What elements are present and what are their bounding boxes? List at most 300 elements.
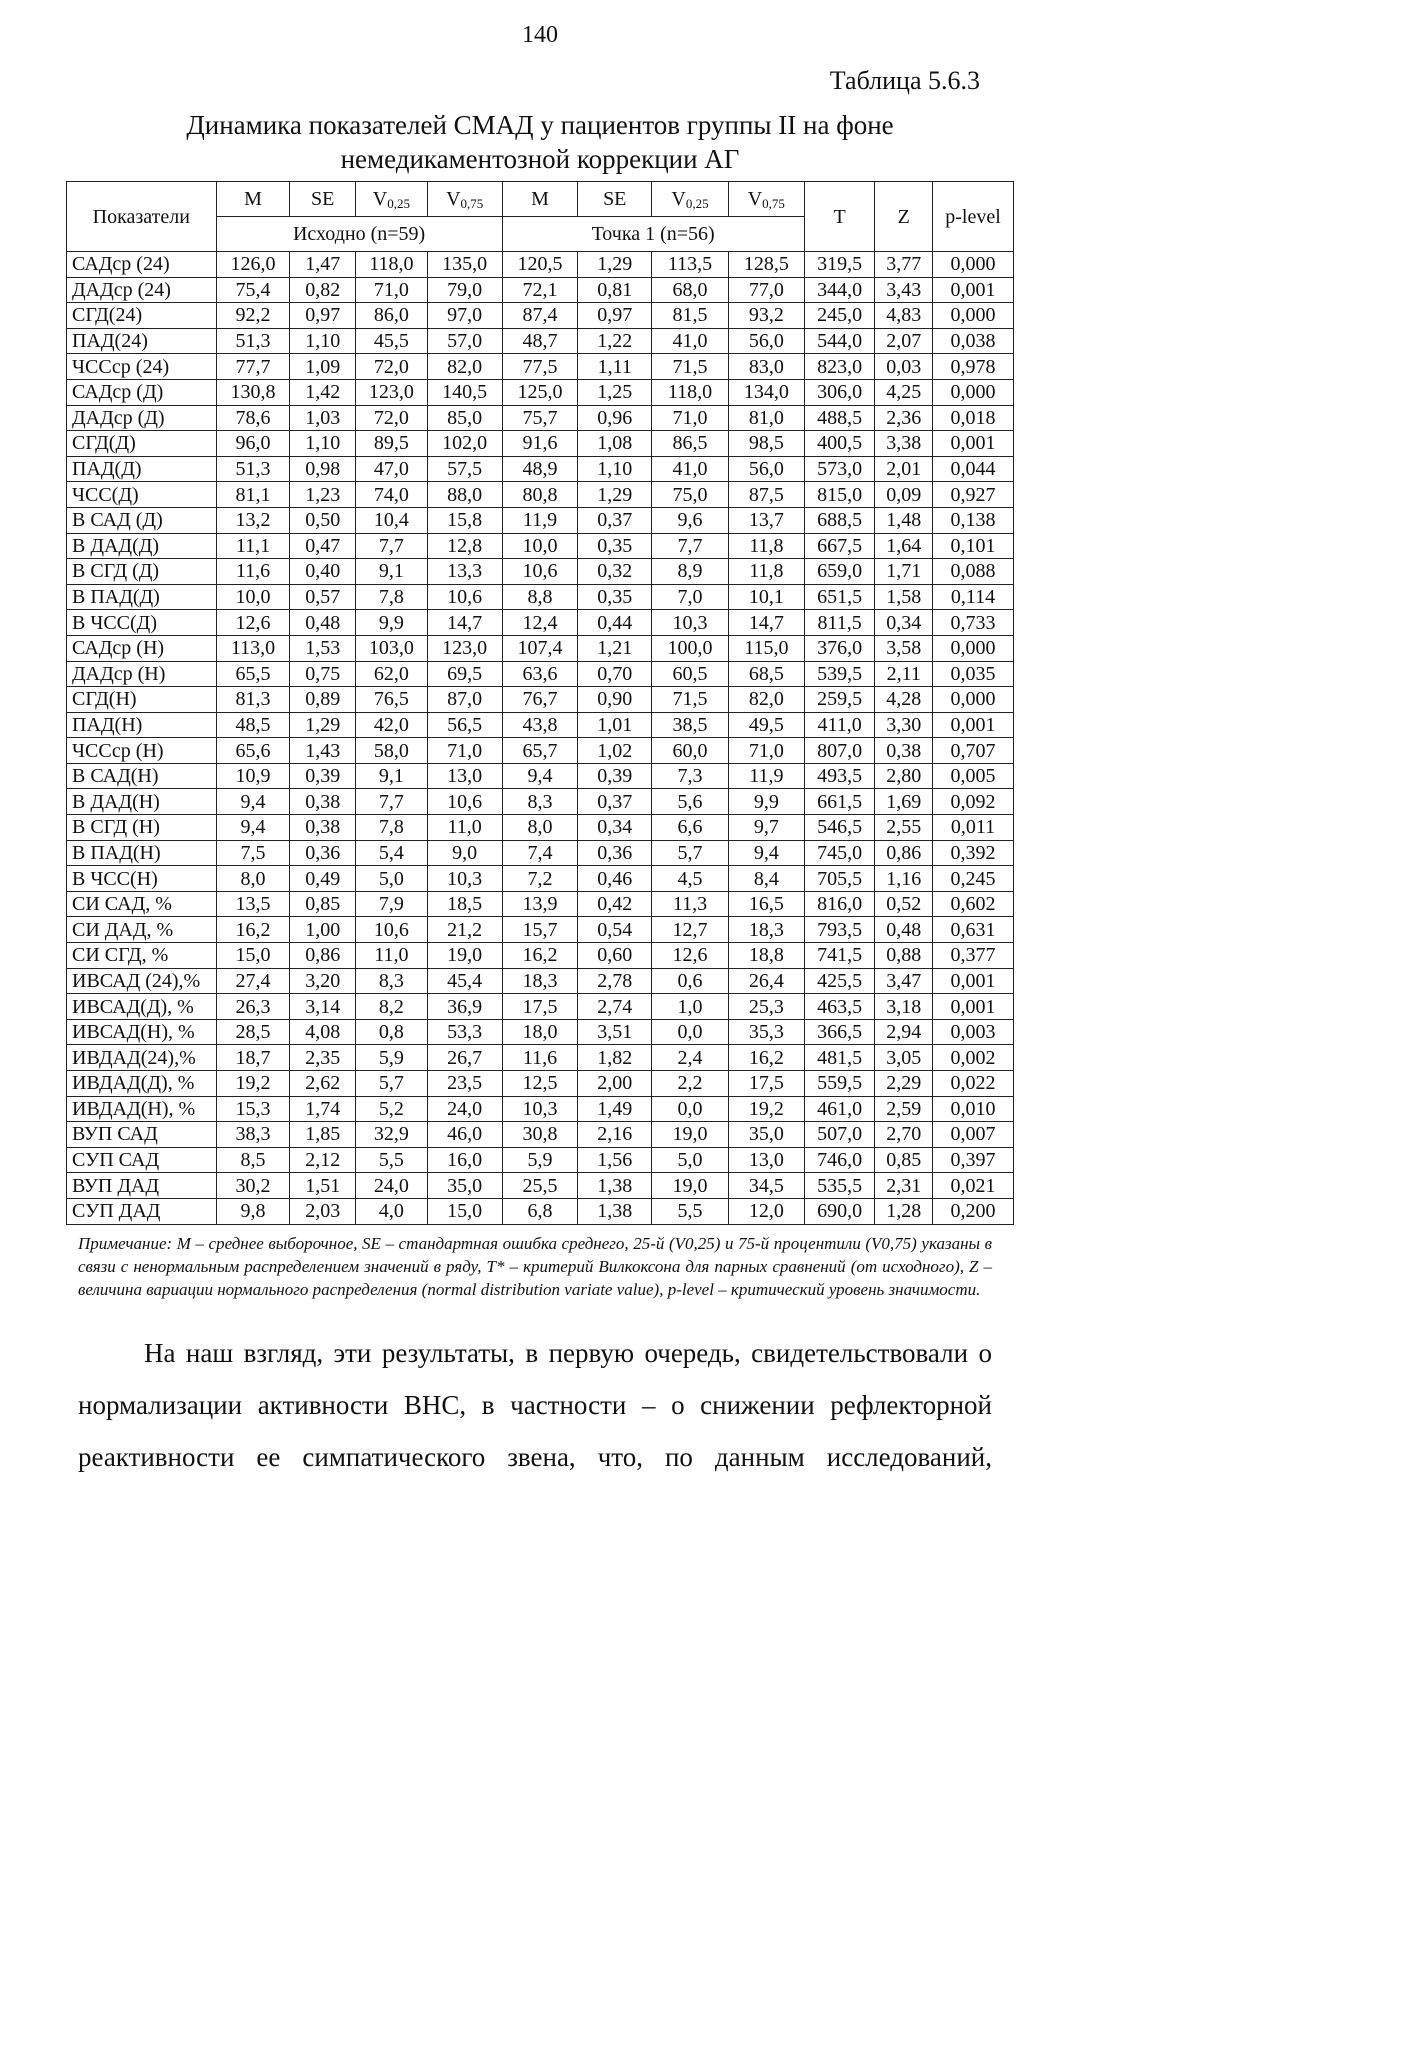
table-row bbox=[67, 891, 1014, 917]
table-cell: 27,4 bbox=[216, 968, 290, 994]
table-cell: 1,69 bbox=[875, 789, 933, 815]
table-cell: 26,7 bbox=[427, 1045, 502, 1071]
row-indicator-name: ПАД(Д) bbox=[67, 456, 217, 482]
table-cell: 92,2 bbox=[216, 303, 290, 329]
table-cell: 7,8 bbox=[356, 584, 428, 610]
table-cell: 1,23 bbox=[290, 482, 356, 508]
table-row bbox=[67, 1173, 1014, 1199]
table-cell: 10,0 bbox=[216, 584, 290, 610]
table-cell: 9,9 bbox=[728, 789, 804, 815]
table-cell: 97,0 bbox=[427, 303, 502, 329]
table-cell: 0,978 bbox=[933, 354, 1014, 380]
table-cell: 2,11 bbox=[875, 661, 933, 687]
table-cell: 8,5 bbox=[216, 1147, 290, 1173]
table-cell: 51,3 bbox=[216, 456, 290, 482]
row-indicator-name: В ДАД(Н) bbox=[67, 789, 217, 815]
header-v025-point1: $V_{0,25}$ bbox=[652, 182, 729, 217]
table-cell: 134,0 bbox=[728, 379, 804, 405]
table-cell: 400,5 bbox=[804, 431, 875, 457]
row-indicator-name: В ПАД(Д) bbox=[67, 584, 217, 610]
table-cell: 0,138 bbox=[933, 507, 1014, 533]
table-cell: 2,03 bbox=[290, 1198, 356, 1224]
table-cell: 74,0 bbox=[356, 482, 428, 508]
table-cell: 51,3 bbox=[216, 328, 290, 354]
table-cell: 32,9 bbox=[356, 1122, 428, 1148]
table-row bbox=[67, 1198, 1014, 1224]
table-cell: 3,43 bbox=[875, 277, 933, 303]
table-cell: 18,8 bbox=[728, 943, 804, 969]
table-cell: 85,0 bbox=[427, 405, 502, 431]
table-cell: 102,0 bbox=[427, 431, 502, 457]
table-row bbox=[67, 815, 1014, 841]
table-row bbox=[67, 840, 1014, 866]
table-row bbox=[67, 1071, 1014, 1097]
table-cell: 19,2 bbox=[728, 1096, 804, 1122]
table-cell: 2,59 bbox=[875, 1096, 933, 1122]
table-title-line1: Динамика показателей СМАД у пациентов группы II на фоне bbox=[186, 110, 894, 140]
row-indicator-name: СГД(24) bbox=[67, 303, 217, 329]
table-row bbox=[67, 405, 1014, 431]
table-cell: 9,4 bbox=[216, 815, 290, 841]
table-cell: 6,6 bbox=[652, 815, 729, 841]
table-cell: 24,0 bbox=[427, 1096, 502, 1122]
table-cell: 651,5 bbox=[804, 584, 875, 610]
table-cell: 11,6 bbox=[216, 559, 290, 585]
row-indicator-name: В САД (Д) bbox=[67, 507, 217, 533]
table-cell: 0,38 bbox=[290, 789, 356, 815]
table-cell: 0,8 bbox=[356, 1019, 428, 1045]
table-cell: 0,34 bbox=[578, 815, 652, 841]
table-row bbox=[67, 1122, 1014, 1148]
table-cell: 0,39 bbox=[578, 763, 652, 789]
table-cell: 41,0 bbox=[652, 328, 729, 354]
table-cell: 3,51 bbox=[578, 1019, 652, 1045]
table-cell: 5,2 bbox=[356, 1096, 428, 1122]
table-cell: 0,46 bbox=[578, 866, 652, 892]
table-cell: 62,0 bbox=[356, 661, 428, 687]
table-cell: 5,9 bbox=[502, 1147, 578, 1173]
table-cell: 24,0 bbox=[356, 1173, 428, 1199]
table-cell: 0,90 bbox=[578, 687, 652, 713]
table-cell: 0,007 bbox=[933, 1122, 1014, 1148]
table-row bbox=[67, 610, 1014, 636]
table-cell: 2,01 bbox=[875, 456, 933, 482]
table-cell: 75,7 bbox=[502, 405, 578, 431]
table-cell: 2,35 bbox=[290, 1045, 356, 1071]
table-cell: 811,5 bbox=[804, 610, 875, 636]
table-cell: 0,602 bbox=[933, 891, 1014, 917]
table-cell: 7,9 bbox=[356, 891, 428, 917]
table-cell: 78,6 bbox=[216, 405, 290, 431]
table-cell: 9,4 bbox=[728, 840, 804, 866]
table-cell: 11,8 bbox=[728, 533, 804, 559]
table-cell: 8,3 bbox=[502, 789, 578, 815]
table-cell: 96,0 bbox=[216, 431, 290, 457]
table-cell: 36,9 bbox=[427, 994, 502, 1020]
table-row bbox=[67, 354, 1014, 380]
table-cell: 13,7 bbox=[728, 507, 804, 533]
table-cell: 126,0 bbox=[216, 252, 290, 278]
header-point1-group: Точка 1 (n=56) bbox=[502, 217, 804, 252]
table-cell: 12,6 bbox=[216, 610, 290, 636]
table-cell: 60,0 bbox=[652, 738, 729, 764]
table-cell: 82,0 bbox=[427, 354, 502, 380]
table-cell: 0,927 bbox=[933, 482, 1014, 508]
table-cell: 100,0 bbox=[652, 635, 729, 661]
header-row-1 bbox=[67, 182, 1014, 217]
table-cell: 10,1 bbox=[728, 584, 804, 610]
table-cell: 115,0 bbox=[728, 635, 804, 661]
row-indicator-name: САДср (Н) bbox=[67, 635, 217, 661]
row-indicator-name: ЧССср (24) bbox=[67, 354, 217, 380]
table-cell: 0,50 bbox=[290, 507, 356, 533]
table-row bbox=[67, 738, 1014, 764]
table-cell: 5,7 bbox=[652, 840, 729, 866]
table-cell: 47,0 bbox=[356, 456, 428, 482]
table-cell: 11,0 bbox=[356, 943, 428, 969]
table-cell: 49,5 bbox=[728, 712, 804, 738]
table-cell: 3,30 bbox=[875, 712, 933, 738]
table-cell: 65,6 bbox=[216, 738, 290, 764]
table-cell: 43,8 bbox=[502, 712, 578, 738]
table-cell: 5,4 bbox=[356, 840, 428, 866]
table-cell: 60,5 bbox=[652, 661, 729, 687]
table-cell: 0,88 bbox=[875, 943, 933, 969]
table-cell: 0,003 bbox=[933, 1019, 1014, 1045]
table-cell: 11,8 bbox=[728, 559, 804, 585]
table-cell: 0,36 bbox=[578, 840, 652, 866]
table-cell: 1,01 bbox=[578, 712, 652, 738]
table-cell: 12,4 bbox=[502, 610, 578, 636]
table-row bbox=[67, 866, 1014, 892]
table-cell: 11,6 bbox=[502, 1045, 578, 1071]
table-cell: 0,60 bbox=[578, 943, 652, 969]
row-indicator-name: СУП ДАД bbox=[67, 1198, 217, 1224]
table-cell: 690,0 bbox=[804, 1198, 875, 1224]
table-cell: 5,0 bbox=[652, 1147, 729, 1173]
table-cell: 661,5 bbox=[804, 789, 875, 815]
row-indicator-name: ЧСС(Д) bbox=[67, 482, 217, 508]
table-cell: 113,5 bbox=[652, 252, 729, 278]
table-cell: 125,0 bbox=[502, 379, 578, 405]
table-cell: 130,8 bbox=[216, 379, 290, 405]
table-cell: 815,0 bbox=[804, 482, 875, 508]
table-cell: 8,0 bbox=[502, 815, 578, 841]
table-cell: 56,0 bbox=[728, 456, 804, 482]
table-cell: 0,03 bbox=[875, 354, 933, 380]
table-cell: 0,001 bbox=[933, 968, 1014, 994]
table-cell: 0,001 bbox=[933, 431, 1014, 457]
row-indicator-name: В СГД (Н) bbox=[67, 815, 217, 841]
table-cell: 1,38 bbox=[578, 1173, 652, 1199]
table-cell: 0,81 bbox=[578, 277, 652, 303]
table-cell: 21,2 bbox=[427, 917, 502, 943]
table-cell: 72,1 bbox=[502, 277, 578, 303]
row-indicator-name: СУП САД bbox=[67, 1147, 217, 1173]
table-cell: 35,3 bbox=[728, 1019, 804, 1045]
table-row bbox=[67, 661, 1014, 687]
table-cell: 1,64 bbox=[875, 533, 933, 559]
table-cell: 259,5 bbox=[804, 687, 875, 713]
table-cell: 705,5 bbox=[804, 866, 875, 892]
table-row bbox=[67, 763, 1014, 789]
table-cell: 2,16 bbox=[578, 1122, 652, 1148]
table-cell: 4,0 bbox=[356, 1198, 428, 1224]
table-cell: 0,397 bbox=[933, 1147, 1014, 1173]
table-cell: 0,733 bbox=[933, 610, 1014, 636]
table-cell: 11,0 bbox=[427, 815, 502, 841]
table-cell: 7,5 bbox=[216, 840, 290, 866]
table-row bbox=[67, 303, 1014, 329]
table-cell: 816,0 bbox=[804, 891, 875, 917]
table-cell: 17,5 bbox=[728, 1071, 804, 1097]
table-cell: 2,07 bbox=[875, 328, 933, 354]
table-row bbox=[67, 379, 1014, 405]
table-cell: 3,38 bbox=[875, 431, 933, 457]
table-cell: 0,245 bbox=[933, 866, 1014, 892]
table-cell: 0,75 bbox=[290, 661, 356, 687]
header-se-point1: SE bbox=[578, 182, 652, 217]
table-cell: 2,70 bbox=[875, 1122, 933, 1148]
table-cell: 81,3 bbox=[216, 687, 290, 713]
table-cell: 13,2 bbox=[216, 507, 290, 533]
table-cell: 0,98 bbox=[290, 456, 356, 482]
table-cell: 2,80 bbox=[875, 763, 933, 789]
table-cell: 0,36 bbox=[290, 840, 356, 866]
row-indicator-name: СИ СГД, % bbox=[67, 943, 217, 969]
table-cell: 0,000 bbox=[933, 687, 1014, 713]
table-cell: 8,0 bbox=[216, 866, 290, 892]
table-cell: 1,03 bbox=[290, 405, 356, 431]
table-cell: 0,70 bbox=[578, 661, 652, 687]
table-row bbox=[67, 507, 1014, 533]
table-cell: 807,0 bbox=[804, 738, 875, 764]
table-cell: 79,0 bbox=[427, 277, 502, 303]
table-cell: 71,5 bbox=[652, 687, 729, 713]
table-cell: 86,0 bbox=[356, 303, 428, 329]
table-cell: 1,28 bbox=[875, 1198, 933, 1224]
table-cell: 13,9 bbox=[502, 891, 578, 917]
table-cell: 2,78 bbox=[578, 968, 652, 994]
table-cell: 0,86 bbox=[290, 943, 356, 969]
table-cell: 688,5 bbox=[804, 507, 875, 533]
header-m-point1: M bbox=[502, 182, 578, 217]
table-cell: 15,8 bbox=[427, 507, 502, 533]
row-indicator-name: В САД(Н) bbox=[67, 763, 217, 789]
table-cell: 12,0 bbox=[728, 1198, 804, 1224]
table-cell: 19,0 bbox=[652, 1173, 729, 1199]
table-cell: 16,5 bbox=[728, 891, 804, 917]
table-row bbox=[67, 252, 1014, 278]
table-cell: 83,0 bbox=[728, 354, 804, 380]
table-cell: 0,35 bbox=[578, 584, 652, 610]
table-cell: 1,82 bbox=[578, 1045, 652, 1071]
table-cell: 2,55 bbox=[875, 815, 933, 841]
table-cell: 0,000 bbox=[933, 635, 1014, 661]
table-cell: 72,0 bbox=[356, 354, 428, 380]
table-cell: 14,7 bbox=[728, 610, 804, 636]
table-cell: 17,5 bbox=[502, 994, 578, 1020]
table-cell: 46,0 bbox=[427, 1122, 502, 1148]
row-indicator-name: В ЧСС(Н) bbox=[67, 866, 217, 892]
table-cell: 7,7 bbox=[652, 533, 729, 559]
table-cell: 18,7 bbox=[216, 1045, 290, 1071]
table-cell: 56,5 bbox=[427, 712, 502, 738]
table-cell: 306,0 bbox=[804, 379, 875, 405]
table-cell: 13,0 bbox=[427, 763, 502, 789]
table-cell: 0,48 bbox=[875, 917, 933, 943]
table-cell: 0,000 bbox=[933, 379, 1014, 405]
table-cell: 75,4 bbox=[216, 277, 290, 303]
table-cell: 2,62 bbox=[290, 1071, 356, 1097]
table-cell: 10,6 bbox=[427, 584, 502, 610]
table-label: Таблица 5.6.3 bbox=[829, 66, 980, 95]
table-cell: 667,5 bbox=[804, 533, 875, 559]
table-cell: 53,3 bbox=[427, 1019, 502, 1045]
table-cell: 11,9 bbox=[728, 763, 804, 789]
table-cell: 0,377 bbox=[933, 943, 1014, 969]
table-cell: 573,0 bbox=[804, 456, 875, 482]
table-cell: 77,5 bbox=[502, 354, 578, 380]
table-row bbox=[67, 917, 1014, 943]
table-cell: 10,9 bbox=[216, 763, 290, 789]
table-row bbox=[67, 277, 1014, 303]
table-cell: 0,035 bbox=[933, 661, 1014, 687]
table-cell: 16,2 bbox=[216, 917, 290, 943]
table-cell: 3,58 bbox=[875, 635, 933, 661]
table-cell: 19,0 bbox=[427, 943, 502, 969]
table-cell: 3,14 bbox=[290, 994, 356, 1020]
table-cell: 746,0 bbox=[804, 1147, 875, 1173]
table-cell: 493,5 bbox=[804, 763, 875, 789]
row-indicator-name: ДАДср (Н) bbox=[67, 661, 217, 687]
table-cell: 12,8 bbox=[427, 533, 502, 559]
table-cell: 9,9 bbox=[356, 610, 428, 636]
table-cell: 118,0 bbox=[356, 252, 428, 278]
table-cell: 0,6 bbox=[652, 968, 729, 994]
table-cell: 2,31 bbox=[875, 1173, 933, 1199]
table-cell: 461,0 bbox=[804, 1096, 875, 1122]
table-cell: 0,54 bbox=[578, 917, 652, 943]
table-cell: 0,000 bbox=[933, 303, 1014, 329]
table-cell: 10,6 bbox=[427, 789, 502, 815]
table-cell: 63,6 bbox=[502, 661, 578, 687]
table-cell: 0,86 bbox=[875, 840, 933, 866]
table-cell: 823,0 bbox=[804, 354, 875, 380]
table-cell: 0,001 bbox=[933, 994, 1014, 1020]
table-cell: 75,0 bbox=[652, 482, 729, 508]
table-cell: 107,4 bbox=[502, 635, 578, 661]
table-cell: 1,85 bbox=[290, 1122, 356, 1148]
table-cell: 1,43 bbox=[290, 738, 356, 764]
table-cell: 4,83 bbox=[875, 303, 933, 329]
row-indicator-name: В ПАД(Н) bbox=[67, 840, 217, 866]
table-row bbox=[67, 789, 1014, 815]
table-cell: 4,25 bbox=[875, 379, 933, 405]
table-cell: 1,29 bbox=[578, 482, 652, 508]
table-cell: 9,6 bbox=[652, 507, 729, 533]
table-row bbox=[67, 635, 1014, 661]
table-cell: 2,2 bbox=[652, 1071, 729, 1097]
table-row bbox=[67, 431, 1014, 457]
table-cell: 11,9 bbox=[502, 507, 578, 533]
table-cell: 9,7 bbox=[728, 815, 804, 841]
table-cell: 0,001 bbox=[933, 712, 1014, 738]
table-cell: 5,6 bbox=[652, 789, 729, 815]
header-p-level: p-level bbox=[933, 182, 1014, 252]
table-cell: 2,36 bbox=[875, 405, 933, 431]
table-cell: 1,0 bbox=[652, 994, 729, 1020]
table-cell: 4,28 bbox=[875, 687, 933, 713]
table-cell: 16,2 bbox=[502, 943, 578, 969]
table-cell: 5,5 bbox=[652, 1198, 729, 1224]
table-cell: 26,4 bbox=[728, 968, 804, 994]
table-cell: 7,4 bbox=[502, 840, 578, 866]
table-row bbox=[67, 968, 1014, 994]
table-cell: 2,4 bbox=[652, 1045, 729, 1071]
table-cell: 93,2 bbox=[728, 303, 804, 329]
table-cell: 344,0 bbox=[804, 277, 875, 303]
table-cell: 1,16 bbox=[875, 866, 933, 892]
table-cell: 0,038 bbox=[933, 328, 1014, 354]
table-cell: 45,4 bbox=[427, 968, 502, 994]
table-cell: 82,0 bbox=[728, 687, 804, 713]
table-cell: 8,4 bbox=[728, 866, 804, 892]
row-indicator-name: ЧССср (Н) bbox=[67, 738, 217, 764]
table-cell: 42,0 bbox=[356, 712, 428, 738]
table-cell: 4,5 bbox=[652, 866, 729, 892]
table-cell: 1,11 bbox=[578, 354, 652, 380]
table-cell: 72,0 bbox=[356, 405, 428, 431]
table-row bbox=[67, 533, 1014, 559]
table-cell: 48,9 bbox=[502, 456, 578, 482]
header-z: Z bbox=[875, 182, 933, 252]
table-cell: 7,7 bbox=[356, 533, 428, 559]
table-cell: 1,74 bbox=[290, 1096, 356, 1122]
table-cell: 0,631 bbox=[933, 917, 1014, 943]
table-cell: 8,9 bbox=[652, 559, 729, 585]
table-cell: 1,47 bbox=[290, 252, 356, 278]
row-indicator-name: В ЧСС(Д) bbox=[67, 610, 217, 636]
table-cell: 2,29 bbox=[875, 1071, 933, 1097]
table-cell: 0,021 bbox=[933, 1173, 1014, 1199]
table-row bbox=[67, 994, 1014, 1020]
table-cell: 1,29 bbox=[290, 712, 356, 738]
table-cell: 2,94 bbox=[875, 1019, 933, 1045]
table-cell: 544,0 bbox=[804, 328, 875, 354]
table-cell: 65,5 bbox=[216, 661, 290, 687]
table-cell: 366,5 bbox=[804, 1019, 875, 1045]
table-cell: 25,5 bbox=[502, 1173, 578, 1199]
table-cell: 71,5 bbox=[652, 354, 729, 380]
row-indicator-name: САДср (Д) bbox=[67, 379, 217, 405]
footnote-text: Примечание: M – среднее выборочное, SE – стандартная ошибка среднего, 25-й (V0,25) и 75-й процентили (V0,75) указаны в связи с ненормальным распределением значений в ряду, T* – критерий Вилкоксона для парных сравнений (от исходного), Z – величина вариации нормального распределения (normal distribution variate value), p-level – критический уровень значимости. bbox=[78, 1234, 992, 1299]
table-cell: 559,5 bbox=[804, 1071, 875, 1097]
table-cell: 65,7 bbox=[502, 738, 578, 764]
table-cell: 0,0 bbox=[652, 1019, 729, 1045]
table-cell: 23,5 bbox=[427, 1071, 502, 1097]
table-cell: 87,0 bbox=[427, 687, 502, 713]
table-cell: 0,092 bbox=[933, 789, 1014, 815]
table-cell: 1,49 bbox=[578, 1096, 652, 1122]
table-cell: 3,18 bbox=[875, 994, 933, 1020]
table-cell: 48,5 bbox=[216, 712, 290, 738]
table-cell: 18,3 bbox=[502, 968, 578, 994]
table-cell: 8,8 bbox=[502, 584, 578, 610]
table-cell: 0,38 bbox=[875, 738, 933, 764]
body-paragraph bbox=[78, 1327, 992, 1483]
table-cell: 0,114 bbox=[933, 584, 1014, 610]
